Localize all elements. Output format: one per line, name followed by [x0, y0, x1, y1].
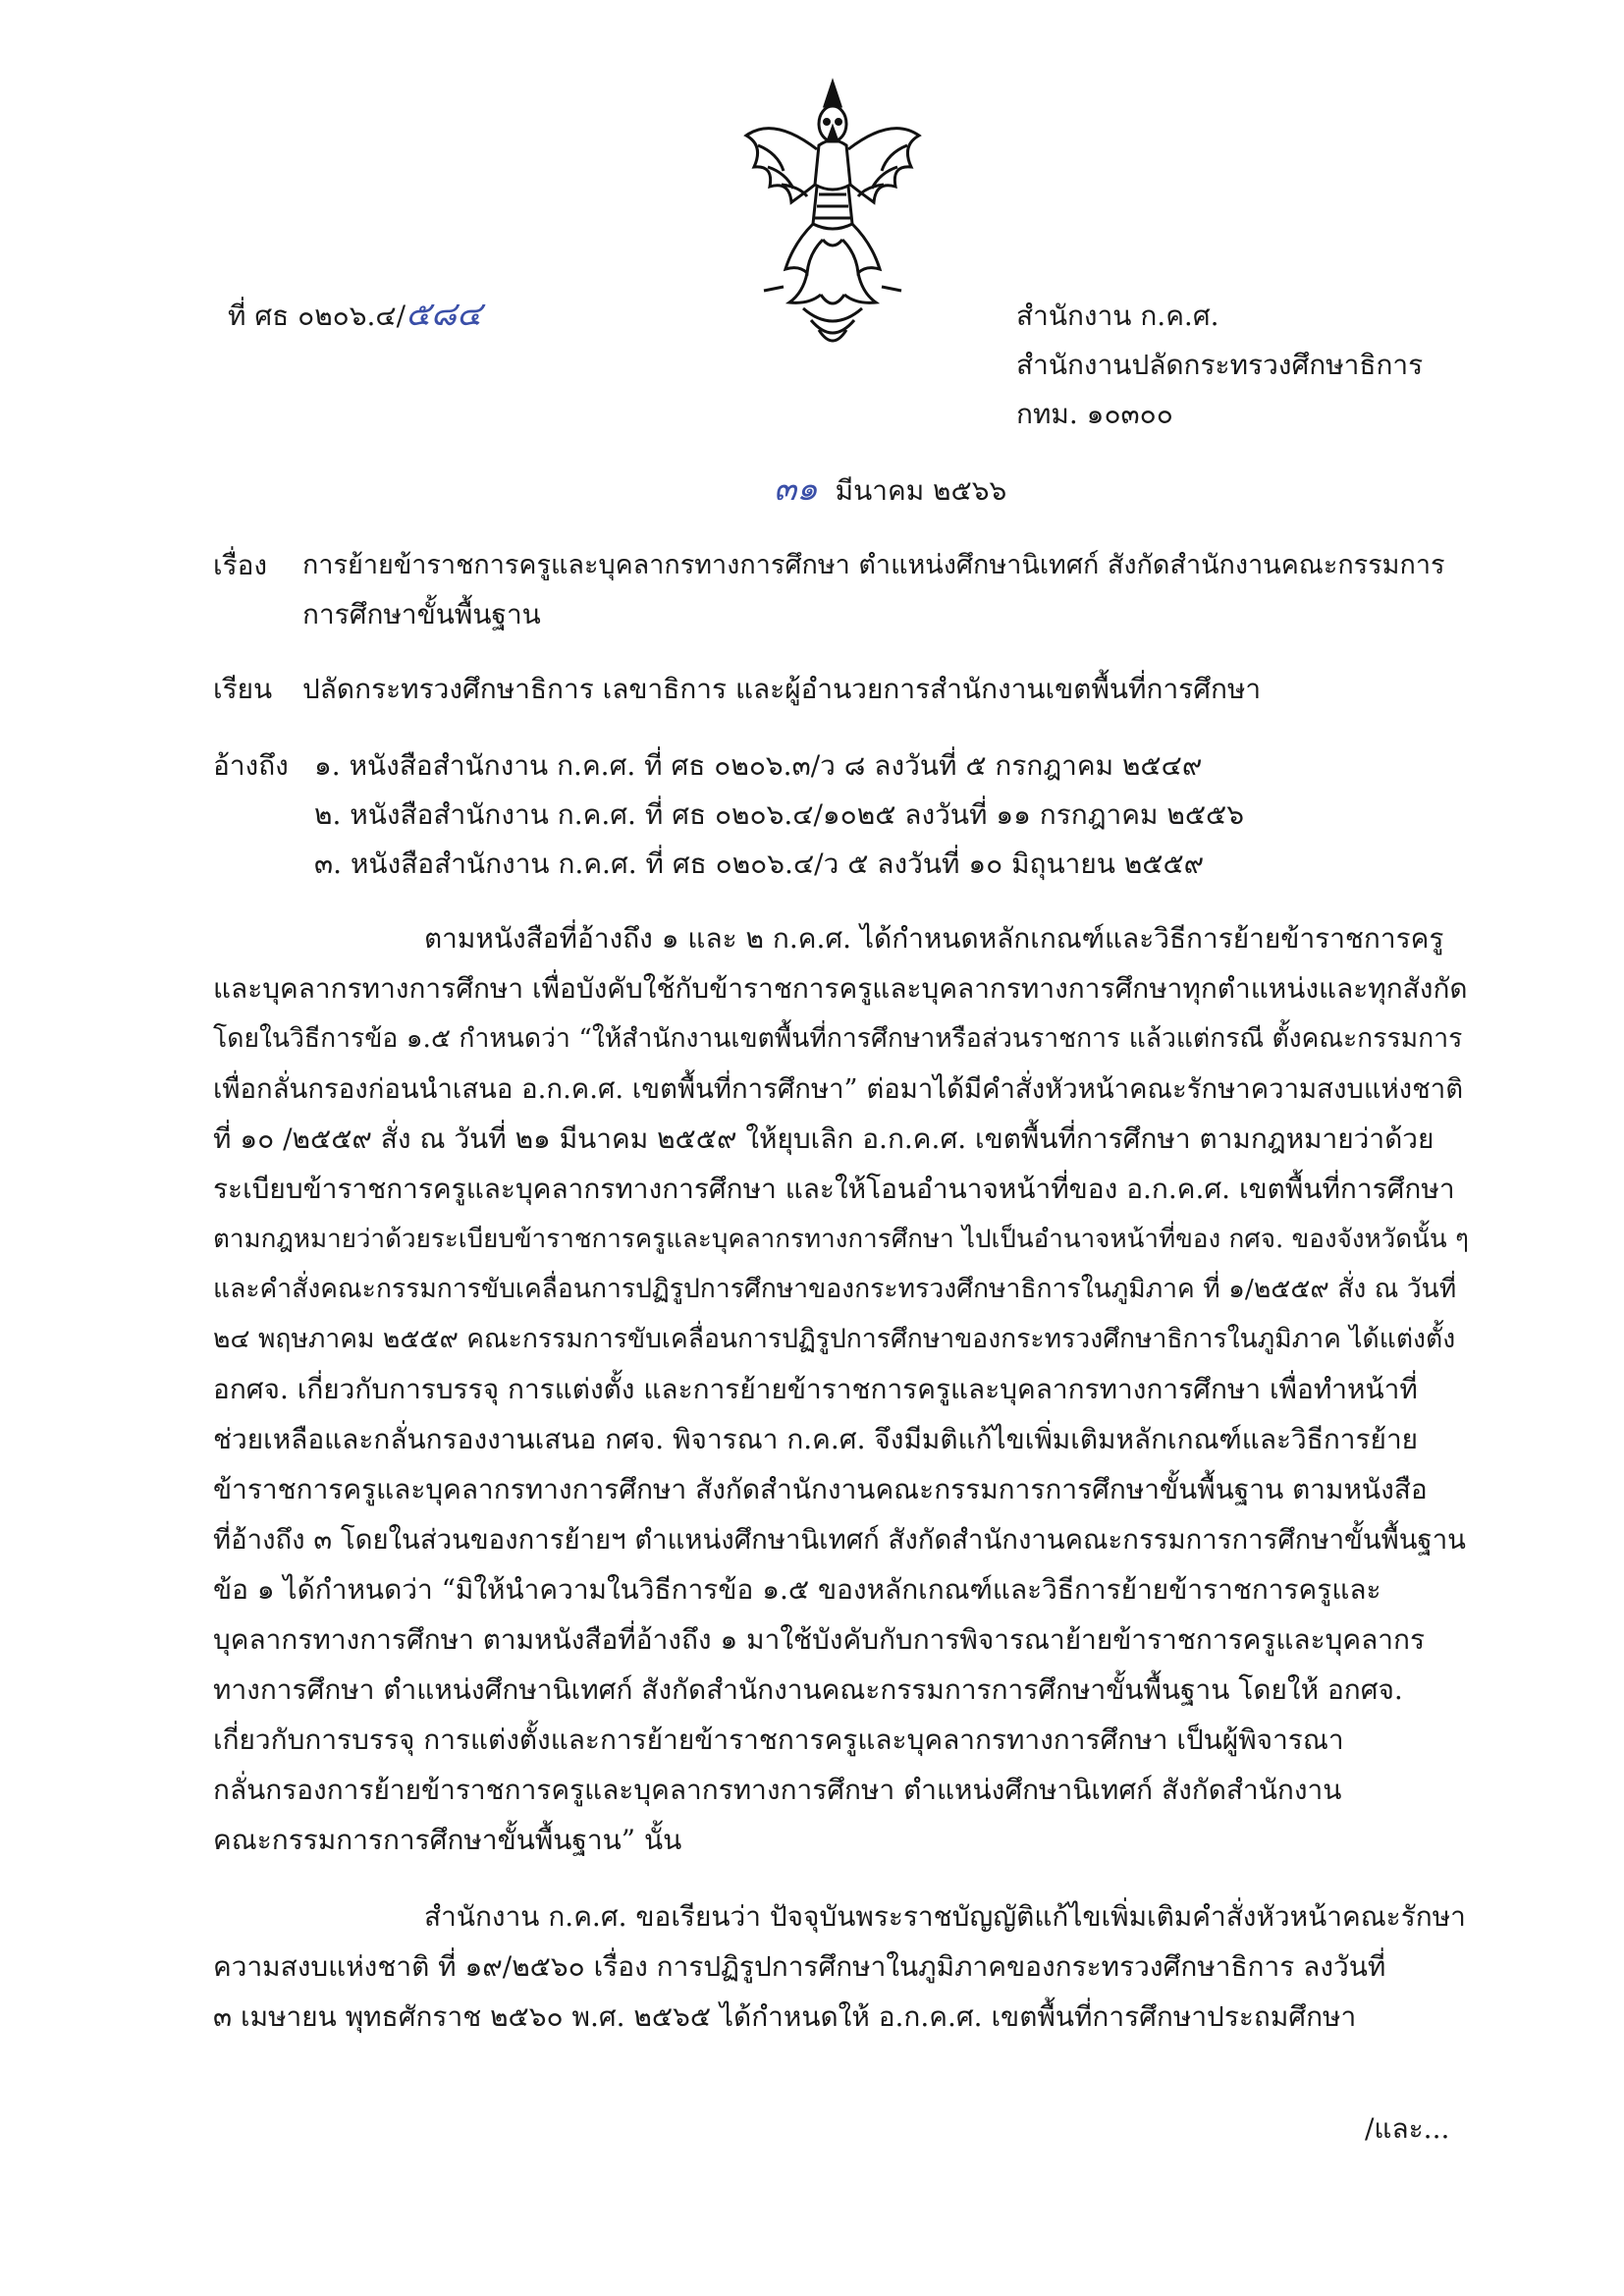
paragraph-line: และคำสั่งคณะกรรมการขับเคลื่อนการปฏิรูปการศึกษาของกระทรวงศึกษาธิการในภูมิภาค ที่ ๑/๒๕๕๙ สั่ง ณ วันที่	[213, 1274, 1457, 1304]
paragraph-line: และบุคลากรทางการศึกษา เพื่อบังคับใช้กับข้าราชการครูและบุคลากรทางการศึกษาทุกตำแหน่งและทุกสังกัด	[213, 972, 1468, 1005]
paragraph-line: ระเบียบข้าราชการครูและบุคลากรทางการศึกษา และให้โอนอำนาจหน้าที่ของ อ.ก.ค.ศ. เขตพื้นที่การศึกษา	[213, 1173, 1455, 1205]
paragraph-line: ๓ เมษายน พุทธศักราช ๒๕๖๐ พ.ศ. ๒๕๖๕ ได้กำหนดให้ อ.ก.ค.ศ. เขตพื้นที่การศึกษาประถมศึกษา	[213, 2000, 1357, 2033]
reference-item: ๑. หนังสือสำนักงาน ก.ค.ศ. ที่ ศธ ๐๒๐๖.๓/ว ๘ ลงวันที่ ๕ กรกฎาคม ๒๕๔๙	[314, 749, 1203, 782]
paragraph-line: ที่ ๑๐ /๒๕๕๙ สั่ง ณ วันที่ ๒๑ มีนาคม ๒๕๕๙ ให้ยุบเลิก อ.ก.ค.ศ. เขตพื้นที่การศึกษา ตามกฎหมายว่าด้วย	[213, 1122, 1435, 1155]
office-postcode: กทม. ๑๐๓๐๐	[1016, 398, 1173, 430]
references-label: อ้างถึง	[213, 749, 289, 782]
paragraph-line: ตามกฎหมายว่าด้วยระเบียบข้าราชการครูและบุคลากรทางการศึกษา ไปเป็นอำนาจหน้าที่ของ กศจ. ของจังหวัดนั้น ๆ	[213, 1225, 1469, 1254]
reference-prefix: ที่ ศธ ๐๒๐๖.๔/	[228, 300, 406, 332]
reference-item: ๒. หนังสือสำนักงาน ก.ค.ศ. ที่ ศธ ๐๒๐๖.๔/๑๐๒๕ ลงวันที่ ๑๑ กรกฎาคม ๒๕๕๖	[314, 798, 1244, 831]
paragraph-line: อกศจ. เกี่ยวกับการบรรจุ การแต่งตั้ง และการย้ายข้าราชการครูและบุคลากรทางการศึกษา เพื่อทำหน้าที่	[213, 1373, 1418, 1405]
subject-label: เรื่อง	[213, 549, 268, 581]
subject-line-1: การย้ายข้าราชการครูและบุคลากรทางการศึกษา ตำแหน่งศึกษานิเทศก์ สังกัดสำนักงานคณะกรรมการ	[302, 550, 1445, 580]
paragraph-line: สำนักงาน ก.ค.ศ. ขอเรียนว่า ปัจจุบันพระราชบัญญัติแก้ไขเพิ่มเติมคำสั่งหัวหน้าคณะรักษา	[424, 1900, 1466, 1933]
office-ministry: สำนักงานปลัดกระทรวงศึกษาธิการ	[1016, 349, 1424, 381]
subject-line-2: การศึกษาขั้นพื้นฐาน	[302, 598, 541, 630]
paragraph-line: เกี่ยวกับการบรรจุ การแต่งตั้งและการย้ายข้าราชการครูและบุคลากรทางการศึกษา เป็นผู้พิจารณา	[213, 1723, 1344, 1756]
to-label: เรียน	[213, 673, 273, 705]
paragraph-line: ที่อ้างถึง ๓ โดยในส่วนของการย้ายฯ ตำแหน่งศึกษานิเทศก์ สังกัดสำนักงานคณะกรรมการการศึกษาขั้นพื้นฐาน	[213, 1524, 1466, 1556]
office-name: สำนักงาน ก.ค.ศ.	[1016, 300, 1219, 332]
paragraph-line: คณะกรรมการการศึกษาขั้นพื้นฐาน” นั้น	[213, 1824, 682, 1856]
continuation-marker: /และ...	[1365, 2112, 1450, 2145]
paragraph-line: ๒๔ พฤษภาคม ๒๕๕๙ คณะกรรมการขับเคลื่อนการปฏิรูปการศึกษาของกระทรวงศึกษาธิการในภูมิภาค ได้แต่งตั้ง	[213, 1324, 1456, 1354]
paragraph-line: ความสงบแห่งชาติ ที่ ๑๙/๒๕๖๐ เรื่อง การปฏิรูปการศึกษาในภูมิภาคของกระทรวงศึกษาธิการ ลงวันที่	[213, 1950, 1386, 1983]
letter-date	[774, 469, 1006, 511]
garuda-emblem-icon	[734, 77, 931, 354]
handwritten-ref-number: ๕๘๔	[406, 295, 482, 334]
handwritten-date-day: ๓๑	[774, 469, 818, 509]
paragraph-line: ข้าราชการครูและบุคลากรทางการศึกษา สังกัดสำนักงานคณะกรรมการการศึกษาขั้นพื้นฐาน ตามหนังสือ	[213, 1473, 1428, 1505]
paragraph-line: ช่วยเหลือและกลั่นกรองงานเสนอ กศจ. พิจารณา ก.ค.ศ. จึงมีมติแก้ไขเพิ่มเติมหลักเกณฑ์และวิธีการย้าย	[213, 1423, 1419, 1455]
paragraph-line: ทางการศึกษา ตำแหน่งศึกษานิเทศก์ สังกัดสำนักงานคณะกรรมการการศึกษาขั้นพื้นฐาน โดยให้ อกศจ.	[213, 1673, 1403, 1706]
paragraph-line: เพื่อกลั่นกรองก่อนนำเสนอ อ.ก.ค.ศ. เขตพื้นที่การศึกษา” ต่อมาได้มีคำสั่งหัวหน้าคณะรักษาความสงบแห่งชาติ	[213, 1073, 1464, 1105]
reference-item: ๓. หนังสือสำนักงาน ก.ค.ศ. ที่ ศธ ๐๒๐๖.๔/ว ๕ ลงวันที่ ๑๐ มิถุนายน ๒๕๕๙	[314, 847, 1205, 880]
paragraph-line: บุคลากรทางการศึกษา ตามหนังสือที่อ้างถึง ๑ มาใช้บังคับกับการพิจารณาย้ายข้าราชการครูและบุคลากร	[213, 1623, 1425, 1656]
paragraph-line: ตามหนังสือที่อ้างถึง ๑ และ ๒ ก.ค.ศ. ได้กำหนดหลักเกณฑ์และวิธีการย้ายข้าราชการครู	[424, 922, 1444, 955]
paragraph-line: โดยในวิธีการข้อ ๑.๕ กำหนดว่า “ให้สำนักงานเขตพื้นที่การศึกษาหรือส่วนราชการ แล้วแต่กรณี ตั้งคณะกรรมการ	[213, 1023, 1463, 1054]
reference-number	[228, 295, 482, 336]
paragraph-line: กลั่นกรองการย้ายข้าราชการครูและบุคลากรทางการศึกษา ตำแหน่งศึกษานิเทศก์ สังกัดสำนักงาน	[213, 1774, 1342, 1806]
to-recipients: ปลัดกระทรวงศึกษาธิการ เลขาธิการ และผู้อำนวยการสำนักงานเขตพื้นที่การศึกษา	[302, 673, 1262, 705]
paragraph-line: ข้อ ๑ ได้กำหนดว่า “มิให้นำความในวิธีการข้อ ๑.๕ ของหลักเกณฑ์และวิธีการย้ายข้าราชการครูและ	[213, 1573, 1381, 1606]
date-month-year: มีนาคม ๒๕๖๖	[835, 474, 1007, 507]
